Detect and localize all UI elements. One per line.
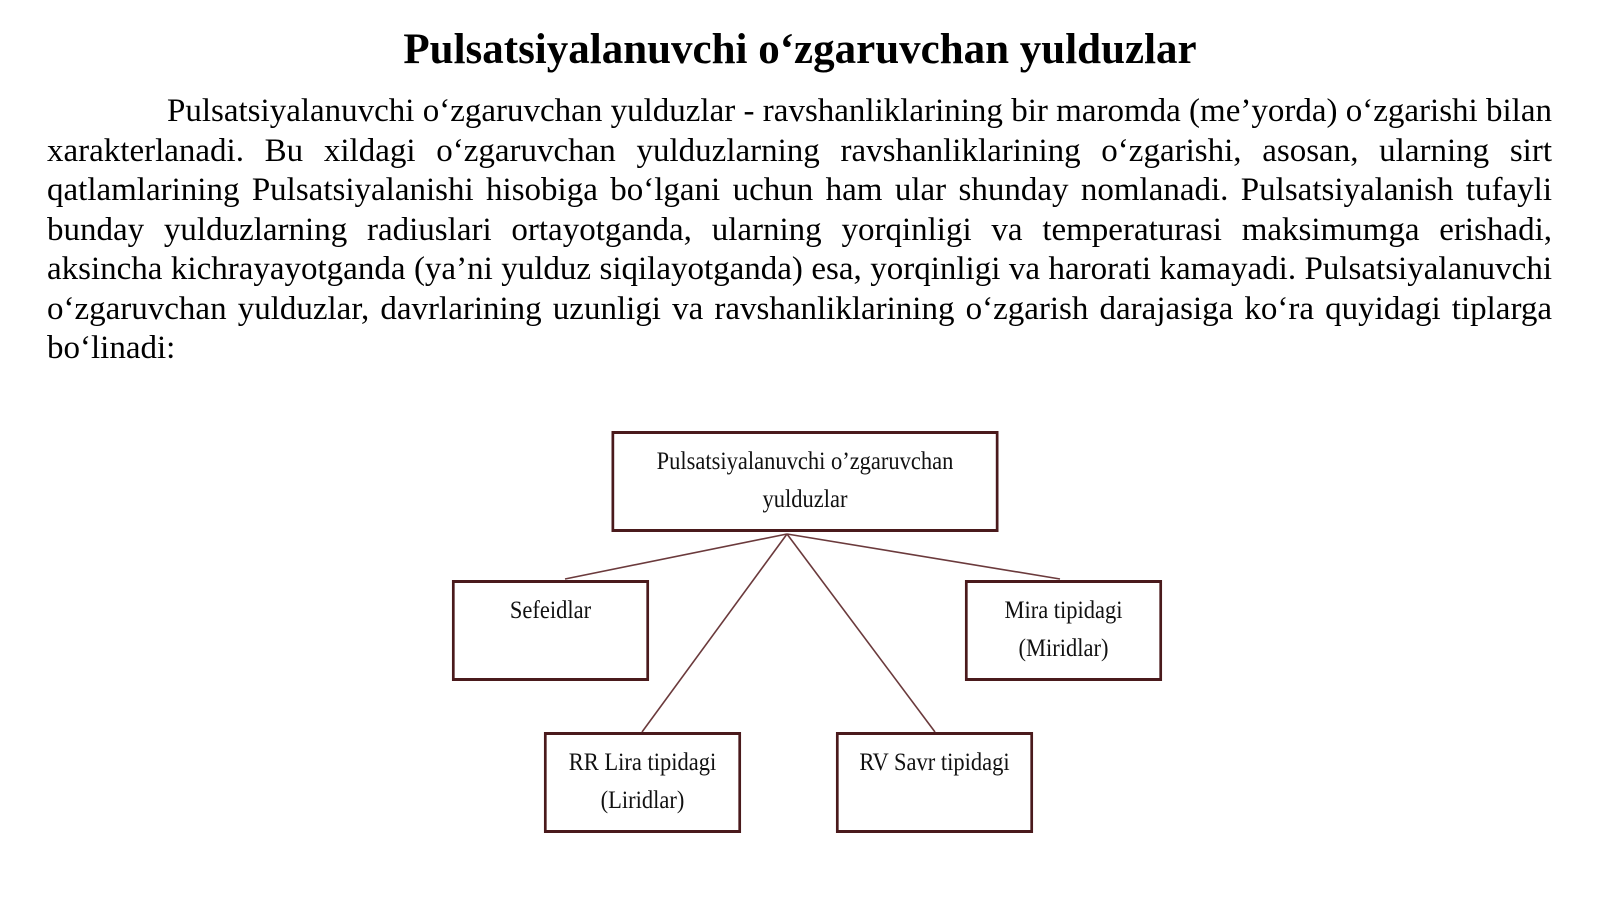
node-root: [612, 431, 999, 532]
connector-root-rr-lyrae: [642, 534, 787, 732]
page-title: Pulsatsiyalanuvchi o‘zgaruvchan yulduzlar: [403, 26, 1197, 73]
connector-root-cepheids: [565, 534, 787, 579]
node-rr-lyrae: [544, 732, 741, 833]
node-root-line1: Pulsatsiyalanuvchi o’zgaruvchan: [656, 448, 954, 475]
connector-root-mira: [787, 534, 1060, 579]
node-mira-line1: Mira tipidagi: [1004, 597, 1123, 624]
node-rr-lyrae-line2: (Liridlar): [600, 787, 685, 814]
node-root-line2: yulduzlar: [762, 486, 848, 513]
node-mira: [965, 580, 1162, 681]
connector-root-rv-tauri: [787, 534, 935, 732]
intro-paragraph: Pulsatsiyalanuvchi o‘zgaruvchan yulduzlar - ravshanliklarining bir maromda (me’yorda) o‘zgarishi bilan xarakterlanadi. Bu xildagi o‘zgaruvchan yulduzlarning ravshanliklarining o‘zgarishi, asosan, ularning sirt qatlamlarining Pulsatsiyalanishi hisobiga bo‘lgani uchun ham ular shunday nomlanadi. Pulsatsiyalanish tufayli bunday yulduzlarning radiuslari ortayotganda, ularning yorqinligi va temperaturasi maksimumga erishadi, aksincha kichrayayotganda (ya’ni yulduz siqilayotganda) esa, yorqinligi va harorati kamayadi. Pulsatsiyalanuvchi o‘zgaruvchan yulduzlar, davrlarining uzunligi va ravshanliklarining o‘zgarish darajasiga ko‘ra quyidagi tiplarga bo‘linadi:: [47, 93, 1552, 366]
node-rr-lyrae-line1: RR Lira tipidagi: [568, 749, 717, 776]
node-cepheids: [452, 580, 649, 681]
node-rv-tauri: [836, 732, 1033, 833]
node-cepheids-line1: Sefeidlar: [509, 597, 592, 624]
node-rv-tauri-line1: RV Savr tipidagi: [859, 749, 1010, 776]
node-mira-line2: (Miridlar): [1018, 635, 1109, 662]
